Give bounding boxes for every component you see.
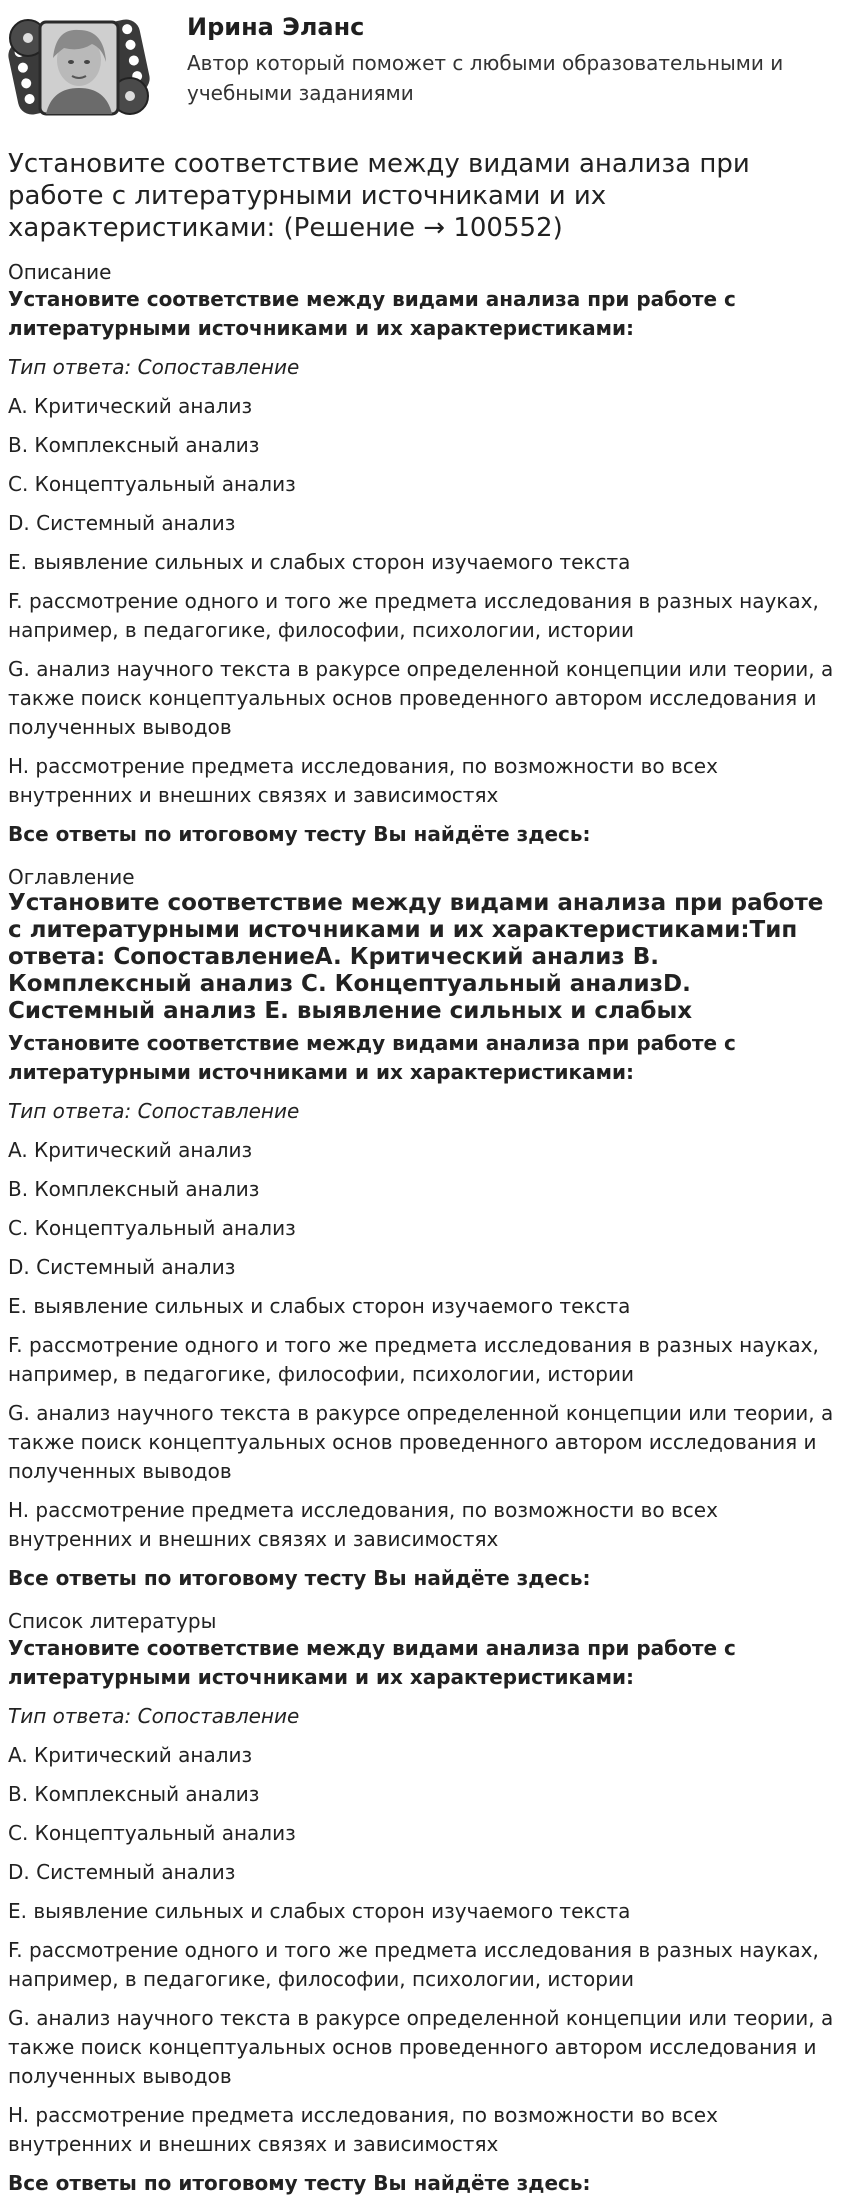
option-d: D. Системный анализ <box>8 1255 236 1279</box>
option-b: B. Комплексный анализ <box>8 433 260 457</box>
answer-type: Тип ответа: Сопоставление <box>8 1704 300 1728</box>
option-g: G. анализ научного текста в ракурсе определенной концепции или теории, а также поиск концептуальных основ проведенного автором исследования и полученных выводов <box>8 1401 834 1483</box>
all-answers-link[interactable]: Все ответы по итоговому тесту Вы найдёте здесь: <box>8 822 591 846</box>
page-title: Установите соответствие между видами анализа при работе с литературными источниками и их характеристиками: (Решение → 100552) <box>8 149 750 243</box>
film-reel-portrait-icon <box>6 8 152 126</box>
option-h: H. рассмотрение предмета исследования, по возможности во всех внутренних и внешних связях и зависимостях <box>8 1498 718 1551</box>
option-g: G. анализ научного текста в ракурсе определенной концепции или теории, а также поиск концептуальных основ проведенного автором исследования и полученных выводов <box>8 657 834 739</box>
question-text: Установите соответствие между видами анализа при работе с литературными источниками и их характеристиками: <box>8 1636 736 1689</box>
toc-heading: Установите соответствие между видами анализа при работе с литературными источниками и их характеристиками:Тип ответа: СопоставлениеA. Критический анализ B. Комплексный анализ C. Концептуальный анализD. Системный анализ E. выявление сильных и слабых <box>8 890 824 1024</box>
option-a: A. Критический анализ <box>8 1138 253 1162</box>
author-name[interactable]: Ирина Эланс <box>187 13 365 41</box>
option-h: H. рассмотрение предмета исследования, по возможности во всех внутренних и внешних связях и зависимостях <box>8 2103 718 2156</box>
option-a: A. Критический анализ <box>8 394 253 418</box>
option-g: G. анализ научного текста в ракурсе определенной концепции или теории, а также поиск концептуальных основ проведенного автором исследования и полученных выводов <box>8 2006 834 2088</box>
literature-block <box>0 1634 847 2198</box>
option-f: F. рассмотрение одного и того же предмета исследования в разных науках, например, в педагогике, философии, психологии, истории <box>8 589 819 642</box>
description-block <box>0 285 847 849</box>
option-a: A. Критический анализ <box>8 1743 253 1767</box>
toc-block <box>0 1029 847 1593</box>
option-c: C. Концептуальный анализ <box>8 1216 296 1240</box>
option-c: C. Концептуальный анализ <box>8 1821 296 1845</box>
option-d: D. Системный анализ <box>8 1860 236 1884</box>
section-label-description: Описание <box>8 260 112 284</box>
option-b: B. Комплексный анализ <box>8 1177 260 1201</box>
question-text: Установите соответствие между видами анализа при работе с литературными источниками и их характеристиками: <box>8 287 736 340</box>
author-description: Автор который поможет с любыми образовательными и учебными заданиями <box>187 51 784 105</box>
answer-type: Тип ответа: Сопоставление <box>8 1099 300 1123</box>
option-e: E. выявление сильных и слабых сторон изучаемого текста <box>8 550 631 574</box>
option-b: B. Комплексный анализ <box>8 1782 260 1806</box>
all-answers-link[interactable]: Все ответы по итоговому тесту Вы найдёте здесь: <box>8 2171 591 2195</box>
option-e: E. выявление сильных и слабых сторон изучаемого текста <box>8 1294 631 1318</box>
section-label-literature: Список литературы <box>8 1609 217 1633</box>
option-c: C. Концептуальный анализ <box>8 472 296 496</box>
answer-type: Тип ответа: Сопоставление <box>8 355 300 379</box>
option-d: D. Системный анализ <box>8 511 236 535</box>
all-answers-link[interactable]: Все ответы по итоговому тесту Вы найдёте здесь: <box>8 1566 591 1590</box>
question-text: Установите соответствие между видами анализа при работе с литературными источниками и их характеристиками: <box>8 1031 736 1084</box>
author-card <box>0 0 847 148</box>
section-label-toc: Оглавление <box>8 865 135 889</box>
option-f: F. рассмотрение одного и того же предмета исследования в разных науках, например, в педагогике, философии, психологии, истории <box>8 1333 819 1386</box>
option-h: H. рассмотрение предмета исследования, по возможности во всех внутренних и внешних связях и зависимостях <box>8 754 718 807</box>
option-e: E. выявление сильных и слабых сторон изучаемого текста <box>8 1899 631 1923</box>
option-f: F. рассмотрение одного и того же предмета исследования в разных науках, например, в педагогике, философии, психологии, истории <box>8 1938 819 1991</box>
